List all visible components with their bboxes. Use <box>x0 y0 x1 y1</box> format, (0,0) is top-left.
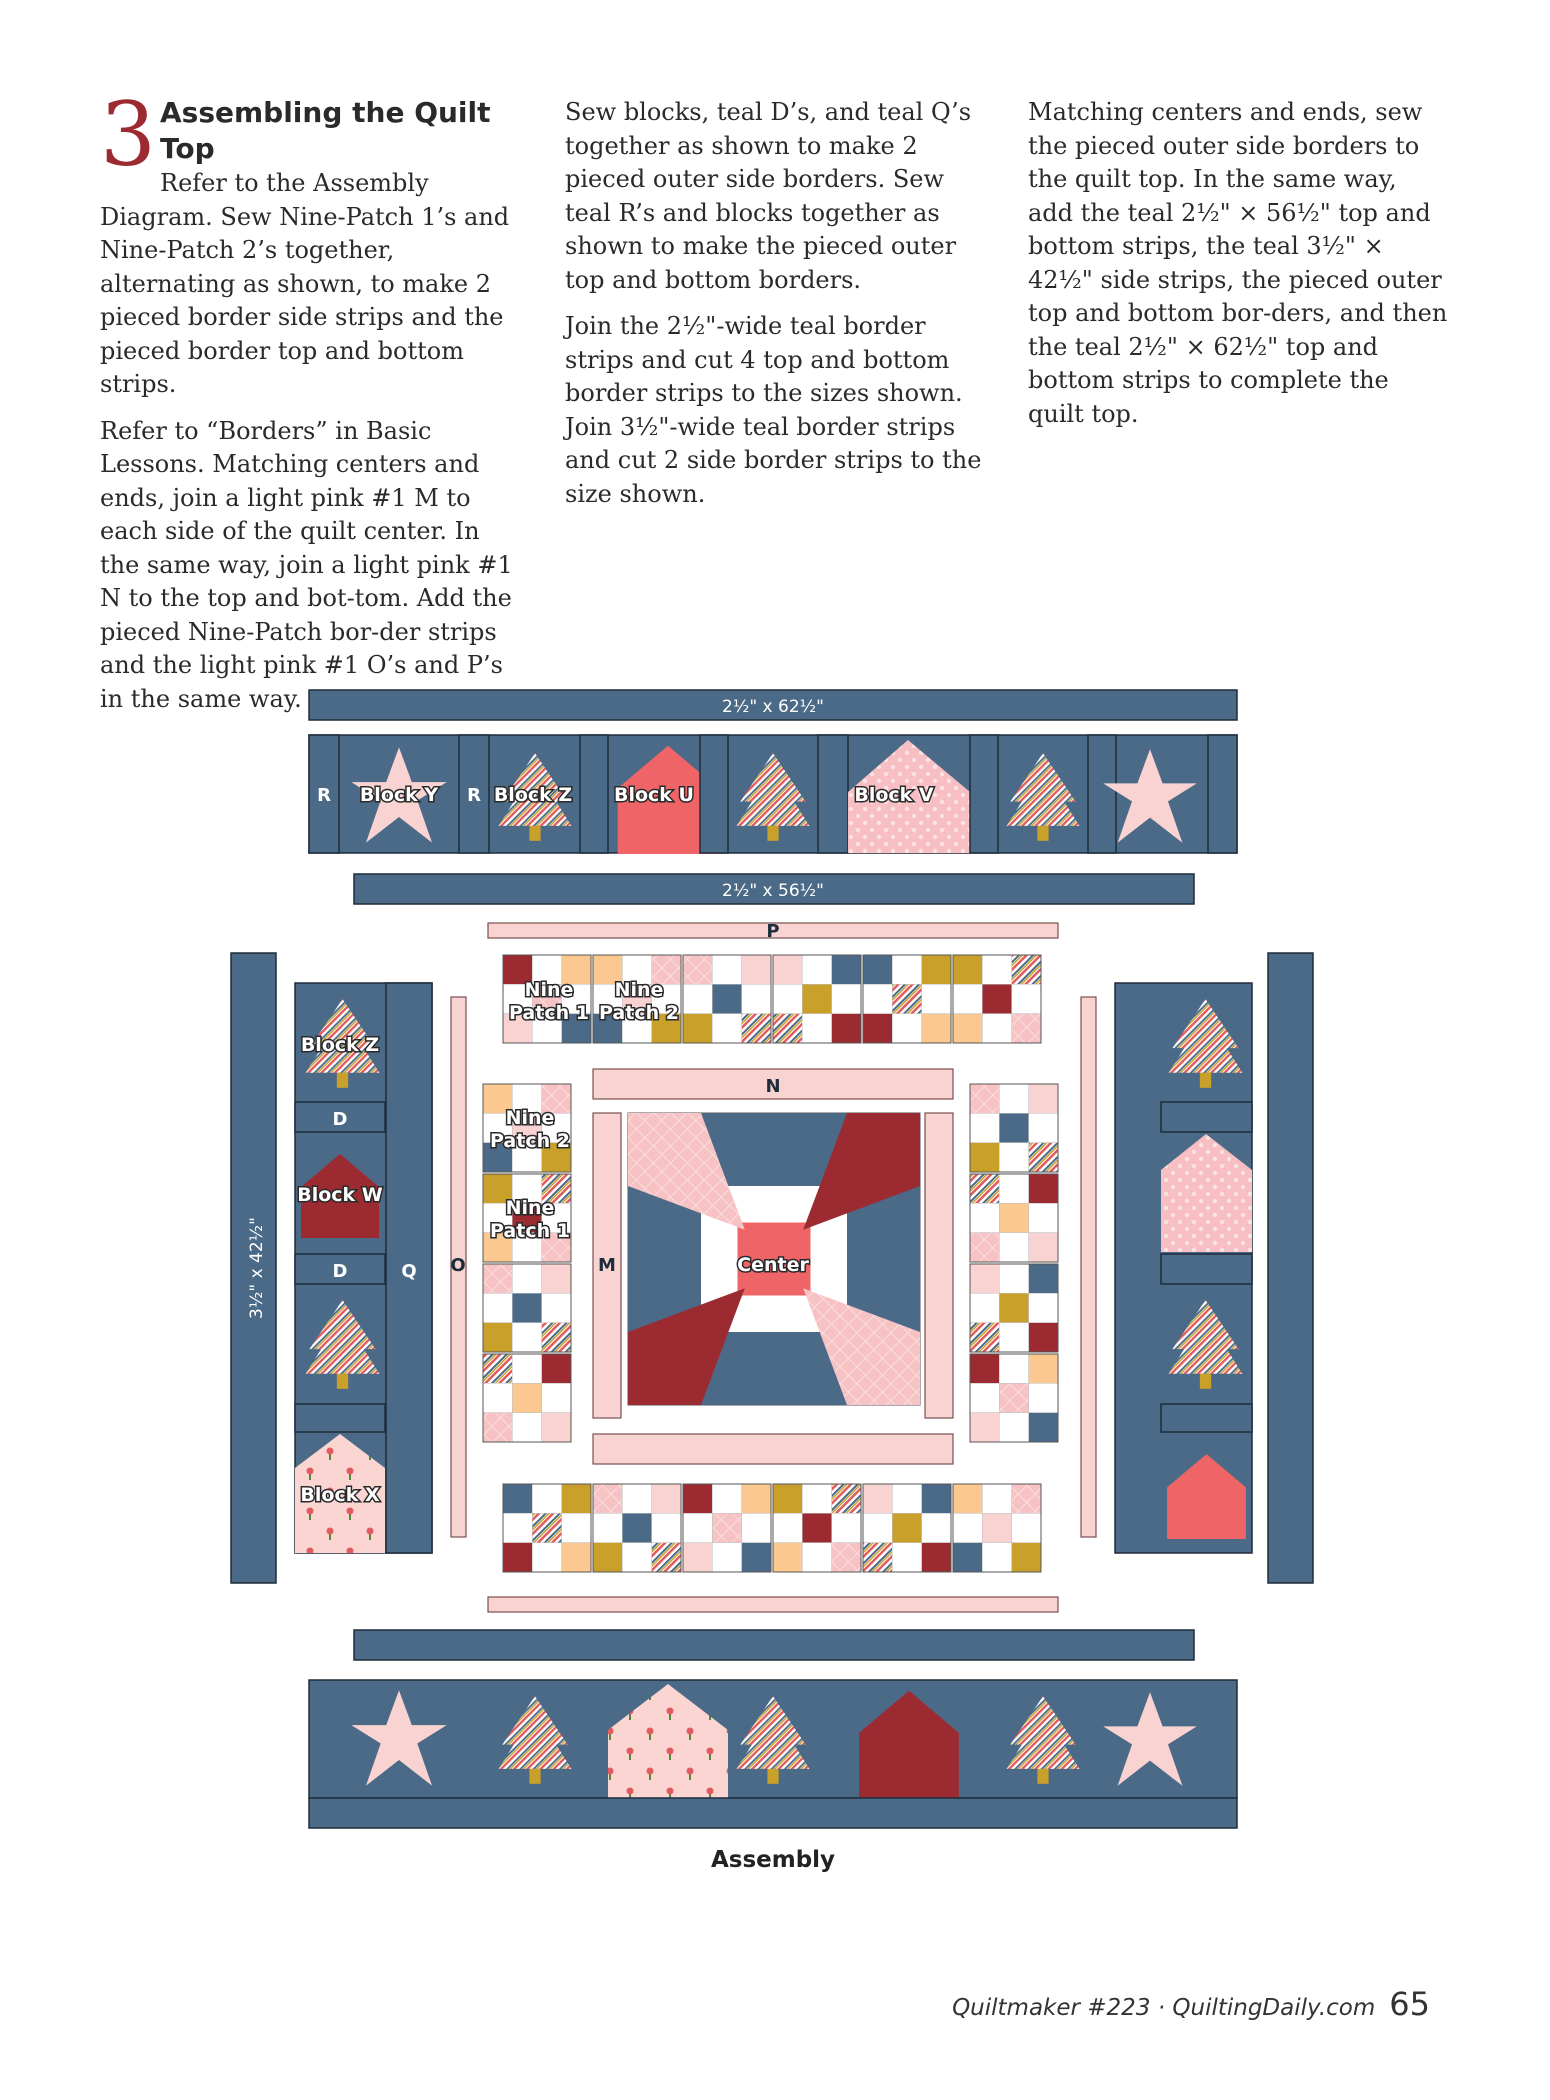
paragraph-2: Refer to “Borders” in Basic Lessons. Matching centers and ends, join a light pink #1 M to each side of the quilt center. In the same way, join a light pink #1 N to the top and bot-tom. Add the pieced Nine-Patch bor-der strips and the light pink #1 O’s and P’s in the same way. <box>100 416 513 713</box>
label-d-2: D <box>332 1261 348 1282</box>
nine-patch-bottom-row <box>503 1484 1041 1572</box>
m-strip-right <box>925 1113 953 1418</box>
diagram-caption: Assembly <box>710 1847 836 1873</box>
nine-patch-right-column <box>970 1084 1058 1442</box>
o-strip-right <box>1081 997 1096 1537</box>
label-block-z-left: Block Z <box>300 1034 380 1056</box>
label-np2-left-b: Patch 2 <box>490 1130 570 1152</box>
label-np2-a: Nine <box>614 979 664 1001</box>
dim-side: 3½" x 42½" <box>247 1217 267 1319</box>
footer-source: Quiltmaker #223 · QuiltingDaily.com <box>952 1995 1376 2021</box>
label-r-2: R <box>467 785 481 806</box>
label-d-1: D <box>332 1109 348 1130</box>
label-block-v: Block V <box>854 784 934 806</box>
page-footer <box>952 1985 1430 2023</box>
right-side-strip <box>1268 953 1313 1583</box>
top-pieced-border <box>309 735 1237 854</box>
label-p: P <box>766 921 780 942</box>
label-n: N <box>765 1076 781 1097</box>
label-block-w: Block W <box>297 1184 383 1206</box>
label-np1-left-a: Nine <box>505 1197 555 1219</box>
label-np1-left-b: Patch 1 <box>490 1220 570 1242</box>
right-pieced-border <box>1115 983 1252 1553</box>
label-np2-left-a: Nine <box>505 1107 555 1129</box>
bottom-inner-strip <box>354 1630 1194 1660</box>
dim-top-outer: 2½" x 62½" <box>722 697 824 717</box>
paragraph-3: Sew blocks, teal D’s, and teal Q’s together as shown to make 2 pieced outer side borders. Sew teal R’s and blocks together as shown to make the pieced outer top and bottom borders. <box>565 98 972 294</box>
label-block-z-top: Block Z <box>493 784 573 806</box>
n-strip-bottom <box>593 1434 953 1464</box>
section-title: Assembling the Quilt Top <box>160 96 491 165</box>
paragraph-5: Matching centers and ends, sew the pieced outer side borders to the quilt top. In the same way, add the teal 2½" × 56½" top and bottom strips, the teal 3½" × 42½" side strips, the pieced outer top and bottom bor-ders, and then the teal 2½" × 62½" top and bottom strips to complete the quilt top. <box>1028 98 1448 428</box>
bottom-pieced-border <box>309 1680 1237 1828</box>
step-number: 3 <box>100 83 156 186</box>
label-np1-a: Nine <box>524 979 574 1001</box>
page-number: 65 <box>1389 1985 1430 2023</box>
label-np2-b: Patch 2 <box>599 1002 679 1024</box>
left-pieced-border <box>295 983 432 1553</box>
label-block-u: Block U <box>614 784 694 806</box>
paragraph-1-text: Refer to the Assembly Diagram. Sew Nine-Patch 1’s and Nine-Patch 2’s together, alternating as shown, to make 2 pieced border side strips and the pieced border top and bottom strips. <box>100 169 510 398</box>
label-block-y: Block Y <box>359 784 439 806</box>
label-r-1: R <box>317 785 331 806</box>
label-o: O <box>450 1255 466 1276</box>
label-q: Q <box>401 1261 417 1282</box>
paragraph-4: Join the 2½"-wide teal border strips and cut 4 top and bottom border strips to the sizes shown. Join 3½"-wide teal border strips and cut 2 side border strips to the size shown. <box>565 312 982 508</box>
label-center: Center <box>737 1254 809 1276</box>
dim-top-inner: 2½" x 56½" <box>722 881 824 901</box>
label-np1-b: Patch 1 <box>509 1002 589 1024</box>
nine-patch-top-row <box>503 955 1041 1043</box>
label-m: M <box>598 1255 616 1276</box>
label-block-x: Block X <box>300 1484 380 1506</box>
p-strip-bottom <box>488 1597 1058 1612</box>
